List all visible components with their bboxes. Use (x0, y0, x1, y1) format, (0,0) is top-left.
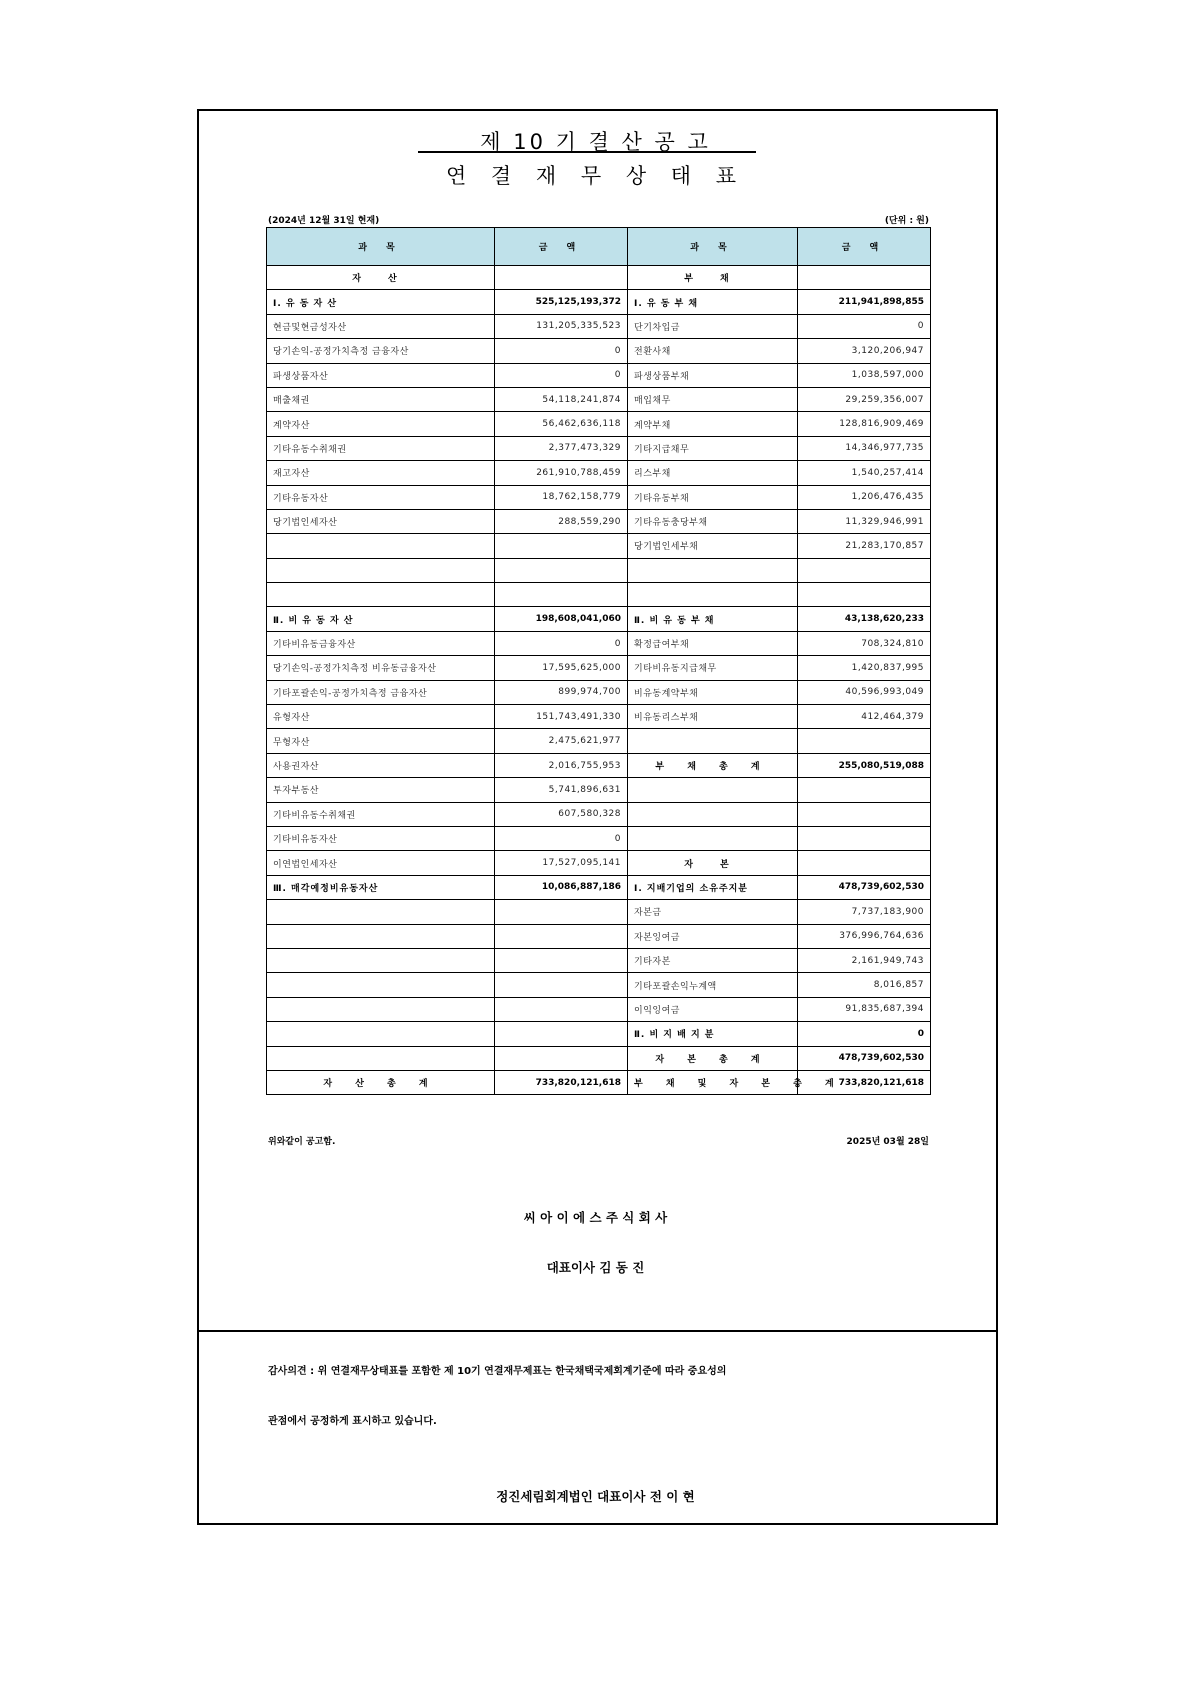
table-row (267, 851, 931, 875)
liability-item-cell (628, 583, 798, 607)
asset-amount-cell (495, 948, 628, 972)
title-underline (418, 151, 756, 153)
asset-item-cell: 투자부동산 (267, 778, 495, 802)
asset-item-cell: 당기손익-공정가치측정 비유동금융자산 (267, 656, 495, 680)
liability-amount-cell: 40,596,993,049 (798, 680, 931, 704)
asset-item-cell: 기타포괄손익-공정가치측정 금융자산 (267, 680, 495, 704)
asset-item-cell: 자 산 총 계 (267, 1070, 495, 1094)
asset-item-cell (267, 900, 495, 924)
asset-item-cell: 유형자산 (267, 705, 495, 729)
liability-amount-cell: 376,996,764,636 (798, 924, 931, 948)
asset-item-cell: 기타비유동수취채권 (267, 802, 495, 826)
asset-amount-cell: 54,118,241,874 (495, 387, 628, 411)
liability-item-cell: 기타포괄손익누계액 (628, 973, 798, 997)
liability-item-cell: 매입채무 (628, 387, 798, 411)
asset-item-cell (267, 948, 495, 972)
liability-item-cell: 이익잉여금 (628, 997, 798, 1021)
asset-amount-cell: 733,820,121,618 (495, 1070, 628, 1094)
asset-amount-cell (495, 1046, 628, 1070)
liability-amount-cell (798, 802, 931, 826)
liability-amount-cell: 255,080,519,088 (798, 753, 931, 777)
notice-statement: 위와같이 공고함. (268, 1137, 336, 1147)
liability-amount-cell: 14,346,977,735 (798, 436, 931, 460)
liability-item-cell (628, 802, 798, 826)
asset-amount-cell: 151,743,491,330 (495, 705, 628, 729)
asset-item-cell: 파생상품자산 (267, 363, 495, 387)
frame-divider (197, 1330, 998, 1332)
asset-item-cell (267, 534, 495, 558)
asset-item-cell: 무형자산 (267, 729, 495, 753)
liability-item-cell (628, 558, 798, 582)
table-row (267, 1022, 931, 1046)
table-row (267, 778, 931, 802)
liability-amount-cell: 211,941,898,855 (798, 290, 931, 314)
asset-amount-cell (495, 924, 628, 948)
table-row (267, 266, 931, 290)
asset-amount-cell: 0 (495, 363, 628, 387)
asset-amount-cell: 18,762,158,779 (495, 485, 628, 509)
liability-amount-cell: 1,540,257,414 (798, 461, 931, 485)
table-row (267, 339, 931, 363)
table-row (267, 314, 931, 338)
statement-title: 연 결 재 무 상 태 표 (445, 164, 746, 188)
report-date: (2024년 12월 31일 현재) (268, 216, 380, 226)
liability-amount-cell: 11,329,946,991 (798, 509, 931, 533)
asset-item-cell: 자 산 (267, 266, 495, 290)
asset-amount-cell: 5,741,896,631 (495, 778, 628, 802)
audit-opinion-line-2: 관점에서 공정하게 표시하고 있습니다. (268, 1416, 437, 1427)
liability-item-cell: 파생상품부채 (628, 363, 798, 387)
liability-item-cell: Ⅱ. 비 유 동 부 채 (628, 607, 798, 631)
liability-amount-cell: 1,038,597,000 (798, 363, 931, 387)
asset-item-cell: 기타비유동금융자산 (267, 631, 495, 655)
liability-amount-cell: 478,739,602,530 (798, 875, 931, 899)
asset-amount-cell (495, 1022, 628, 1046)
asset-amount-cell (495, 558, 628, 582)
asset-amount-cell: 10,086,887,186 (495, 875, 628, 899)
table-row (267, 656, 931, 680)
liability-amount-cell: 7,737,183,900 (798, 900, 931, 924)
column-header: 금 액 (798, 228, 931, 266)
company-name: 씨 아 이 에 스 주 식 회 사 (523, 1210, 668, 1225)
table-row (267, 607, 931, 631)
liability-item-cell (628, 826, 798, 850)
table-row (267, 290, 931, 314)
liability-amount-cell: 8,016,857 (798, 973, 931, 997)
liability-item-cell: 기타유동충당부채 (628, 509, 798, 533)
liability-item-cell (628, 729, 798, 753)
liability-item-cell: 자본금 (628, 900, 798, 924)
table-row (267, 583, 931, 607)
asset-amount-cell: 2,475,621,977 (495, 729, 628, 753)
unit-label: (단위 : 원) (884, 216, 929, 226)
audit-opinion-line-1: 감사의견 : 위 연결재무상태표를 포함한 제 10기 연결재무제표는 한국채택국제회계기준에 따라 중요성의 (268, 1366, 727, 1377)
liability-amount-cell: 1,206,476,435 (798, 485, 931, 509)
asset-item-cell: Ⅱ. 비 유 동 자 산 (267, 607, 495, 631)
column-header: 과 목 (267, 228, 495, 266)
table-row (267, 948, 931, 972)
table-row (267, 558, 931, 582)
balance-sheet-table (266, 227, 931, 1095)
column-header: 과 목 (628, 228, 798, 266)
liability-amount-cell: 1,420,837,995 (798, 656, 931, 680)
asset-amount-cell (495, 900, 628, 924)
asset-item-cell: 당기손익-공정가치측정 금융자산 (267, 339, 495, 363)
asset-amount-cell (495, 997, 628, 1021)
asset-item-cell: 사용권자산 (267, 753, 495, 777)
asset-amount-cell (495, 534, 628, 558)
asset-amount-cell: 56,462,636,118 (495, 412, 628, 436)
liability-amount-cell (798, 778, 931, 802)
table-row (267, 705, 931, 729)
liability-item-cell: 전환사채 (628, 339, 798, 363)
asset-amount-cell (495, 583, 628, 607)
asset-amount-cell: 17,595,625,000 (495, 656, 628, 680)
liability-amount-cell: 478,739,602,530 (798, 1046, 931, 1070)
table-row (267, 826, 931, 850)
table-row (267, 363, 931, 387)
liability-amount-cell: 412,464,379 (798, 705, 931, 729)
table-row (267, 387, 931, 411)
liability-amount-cell: 43,138,620,233 (798, 607, 931, 631)
liability-amount-cell: 2,161,949,743 (798, 948, 931, 972)
asset-amount-cell: 17,527,095,141 (495, 851, 628, 875)
asset-amount-cell: 0 (495, 631, 628, 655)
asset-item-cell (267, 558, 495, 582)
asset-item-cell: 기타유동수취채권 (267, 436, 495, 460)
liability-amount-cell: 3,120,206,947 (798, 339, 931, 363)
table-row (267, 729, 931, 753)
asset-item-cell: 기타유동자산 (267, 485, 495, 509)
asset-amount-cell: 0 (495, 826, 628, 850)
liability-amount-cell: 708,324,810 (798, 631, 931, 655)
asset-item-cell: 계약자산 (267, 412, 495, 436)
asset-item-cell (267, 973, 495, 997)
table-row (267, 412, 931, 436)
liability-item-cell: Ⅰ. 유 동 부 채 (628, 290, 798, 314)
liability-item-cell: 부 채 총 계 (628, 753, 798, 777)
table-row (267, 534, 931, 558)
table-row (267, 802, 931, 826)
asset-amount-cell: 198,608,041,060 (495, 607, 628, 631)
asset-amount-cell: 288,559,290 (495, 509, 628, 533)
liability-amount-cell (798, 583, 931, 607)
liability-item-cell (628, 778, 798, 802)
table-body (267, 266, 931, 1095)
liability-item-cell: 계약부채 (628, 412, 798, 436)
liability-item-cell: Ⅰ. 지배기업의 소유주지분 (628, 875, 798, 899)
liability-amount-cell: 29,259,356,007 (798, 387, 931, 411)
liability-item-cell: 기타비유동지급채무 (628, 656, 798, 680)
asset-amount-cell: 2,377,473,329 (495, 436, 628, 460)
liability-item-cell: 자본잉여금 (628, 924, 798, 948)
asset-item-cell (267, 583, 495, 607)
asset-item-cell: 현금및현금성자산 (267, 314, 495, 338)
asset-amount-cell: 607,580,328 (495, 802, 628, 826)
liability-amount-cell: 0 (798, 314, 931, 338)
asset-item-cell (267, 997, 495, 1021)
auditor-name: 정진세림회계법인 대표이사 전 이 현 (496, 1489, 695, 1504)
liability-item-cell: 리스부채 (628, 461, 798, 485)
liability-amount-cell: 91,835,687,394 (798, 997, 931, 1021)
liability-amount-cell (798, 851, 931, 875)
asset-item-cell: Ⅰ. 유 동 자 산 (267, 290, 495, 314)
liability-amount-cell (798, 558, 931, 582)
liability-item-cell: 단기차입금 (628, 314, 798, 338)
table-row (267, 680, 931, 704)
liability-amount-cell (798, 826, 931, 850)
liability-amount-cell: 21,283,170,857 (798, 534, 931, 558)
liability-amount-cell: 733,820,121,618 (798, 1070, 931, 1094)
liability-amount-cell (798, 266, 931, 290)
asset-amount-cell: 525,125,193,372 (495, 290, 628, 314)
table-header-row (267, 228, 931, 266)
liability-item-cell: 당기법인세부채 (628, 534, 798, 558)
table-row (267, 509, 931, 533)
liability-item-cell: 확정급여부채 (628, 631, 798, 655)
asset-item-cell: Ⅲ. 매각예정비유동자산 (267, 875, 495, 899)
table-row (267, 875, 931, 899)
asset-item-cell (267, 924, 495, 948)
liability-item-cell: 비유동계약부채 (628, 680, 798, 704)
asset-amount-cell: 0 (495, 339, 628, 363)
asset-item-cell (267, 1022, 495, 1046)
asset-item-cell: 매출채권 (267, 387, 495, 411)
liability-amount-cell: 128,816,909,469 (798, 412, 931, 436)
liability-item-cell: 기타자본 (628, 948, 798, 972)
liability-item-cell: 자 본 총 계 (628, 1046, 798, 1070)
asset-amount-cell: 2,016,755,953 (495, 753, 628, 777)
asset-amount-cell (495, 973, 628, 997)
liability-item-cell: 기타지급채무 (628, 436, 798, 460)
table-row (267, 436, 931, 460)
notice-date: 2025년 03월 28일 (846, 1137, 929, 1147)
asset-amount-cell: 899,974,700 (495, 680, 628, 704)
liability-amount-cell: 0 (798, 1022, 931, 1046)
liability-item-cell: Ⅱ. 비 지 배 지 분 (628, 1022, 798, 1046)
asset-amount-cell: 261,910,788,459 (495, 461, 628, 485)
liability-item-cell: 부 채 (628, 266, 798, 290)
table-row (267, 461, 931, 485)
table-row (267, 753, 931, 777)
liability-amount-cell (798, 729, 931, 753)
asset-item-cell (267, 1046, 495, 1070)
asset-item-cell: 재고자산 (267, 461, 495, 485)
table-row (267, 973, 931, 997)
asset-item-cell: 기타비유동자산 (267, 826, 495, 850)
liability-item-cell: 기타유동부채 (628, 485, 798, 509)
asset-amount-cell (495, 266, 628, 290)
liability-item-cell: 부 채 및 자 본 총 계 (628, 1070, 798, 1094)
table-row (267, 997, 931, 1021)
asset-item-cell: 당기법인세자산 (267, 509, 495, 533)
asset-item-cell: 이연법인세자산 (267, 851, 495, 875)
column-header: 금 액 (495, 228, 628, 266)
asset-amount-cell: 131,205,335,523 (495, 314, 628, 338)
table-row (267, 485, 931, 509)
liability-item-cell: 자 본 (628, 851, 798, 875)
table-row (267, 1046, 931, 1070)
table-row (267, 924, 931, 948)
ceo-name: 대표이사 김 동 진 (546, 1260, 645, 1275)
table-row (267, 1070, 931, 1094)
table-row (267, 900, 931, 924)
liability-item-cell: 비유동리스부채 (628, 705, 798, 729)
table-row (267, 631, 931, 655)
notice-title: 제 10 기 결 산 공 고 (480, 130, 711, 154)
